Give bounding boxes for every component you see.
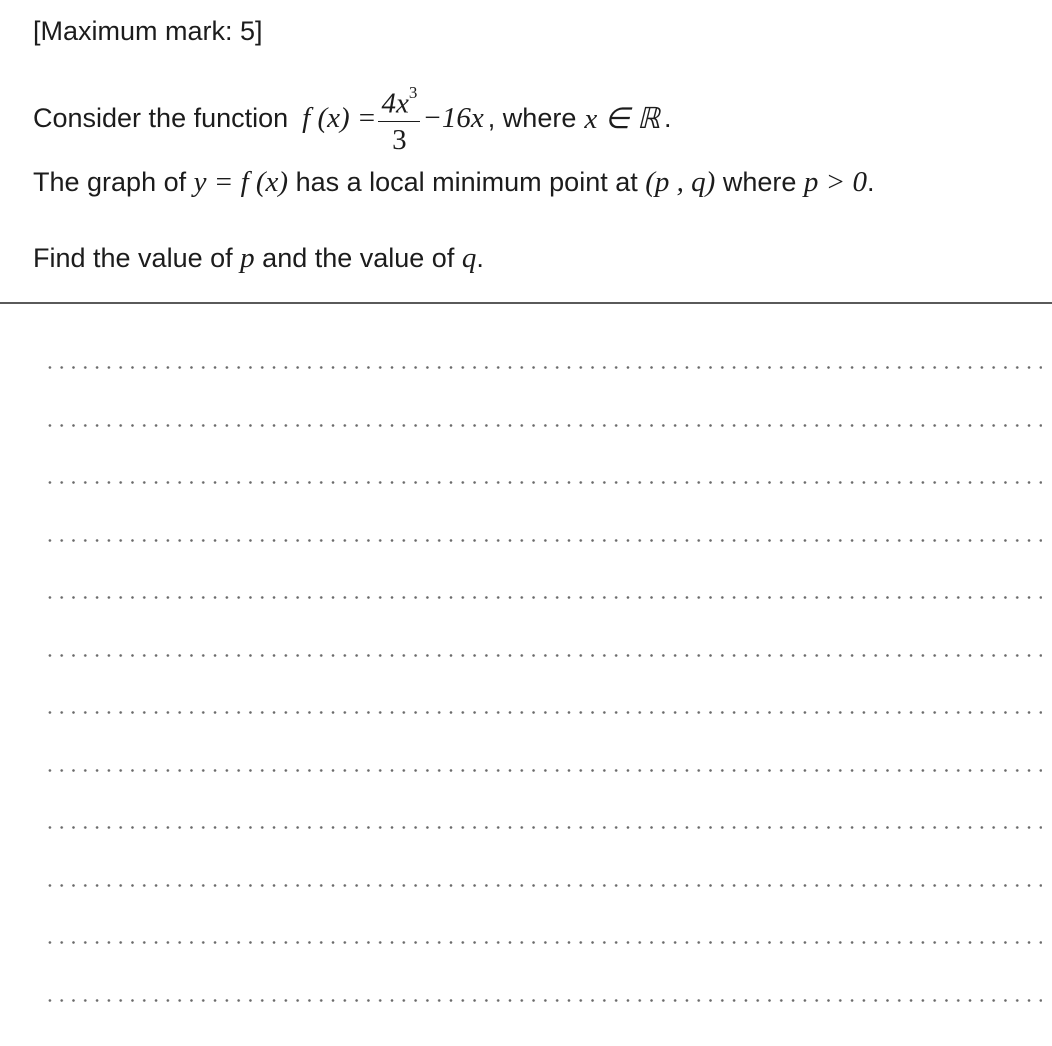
answer-line[interactable]	[44, 826, 1042, 829]
answer-line[interactable]	[44, 941, 1042, 944]
answer-line[interactable]	[44, 769, 1042, 772]
var-p: p	[240, 242, 255, 274]
intro-text: Consider the function	[33, 102, 289, 133]
find-text-b: and the value of	[262, 243, 455, 273]
var-q: q	[461, 242, 477, 274]
question-line-find: Find the value of p and the value of q.	[33, 242, 484, 274]
find-text-a: Find the value of	[33, 243, 233, 273]
answer-line[interactable]	[44, 711, 1042, 714]
answer-line[interactable]	[44, 596, 1042, 599]
fraction-denominator: 3	[392, 123, 407, 156]
question-line-graph: The graph of y = f (x) has a local minimum point at (p , q) where p > 0.	[33, 166, 875, 198]
maximum-mark-label: [Maximum mark: 5]	[33, 16, 263, 46]
question-line-function	[33, 72, 671, 164]
answer-line[interactable]	[44, 999, 1042, 1002]
period: .	[663, 102, 672, 133]
domain-expression: x ∈ ℝ	[584, 102, 660, 135]
graph-equation: y = f (x)	[193, 166, 289, 198]
fraction	[378, 82, 420, 154]
linear-term: −16x	[422, 101, 484, 134]
answer-line[interactable]	[44, 366, 1042, 369]
answer-line[interactable]	[44, 539, 1042, 542]
min-point: (p , q)	[645, 166, 716, 198]
where-text: , where	[487, 102, 577, 133]
condition: p > 0	[803, 166, 867, 198]
divider-line	[0, 302, 1052, 304]
graph-text-a: The graph of	[33, 167, 187, 197]
graph-text-b: has a local minimum point at	[295, 167, 638, 197]
answer-line[interactable]	[44, 424, 1042, 427]
graph-text-c: where	[722, 167, 797, 197]
answer-line[interactable]	[44, 654, 1042, 657]
function-lhs: f (x) =	[302, 101, 377, 134]
fraction-numerator: $4x^3$	[378, 82, 420, 122]
answer-line[interactable]	[44, 481, 1042, 484]
answer-line[interactable]	[44, 884, 1042, 887]
